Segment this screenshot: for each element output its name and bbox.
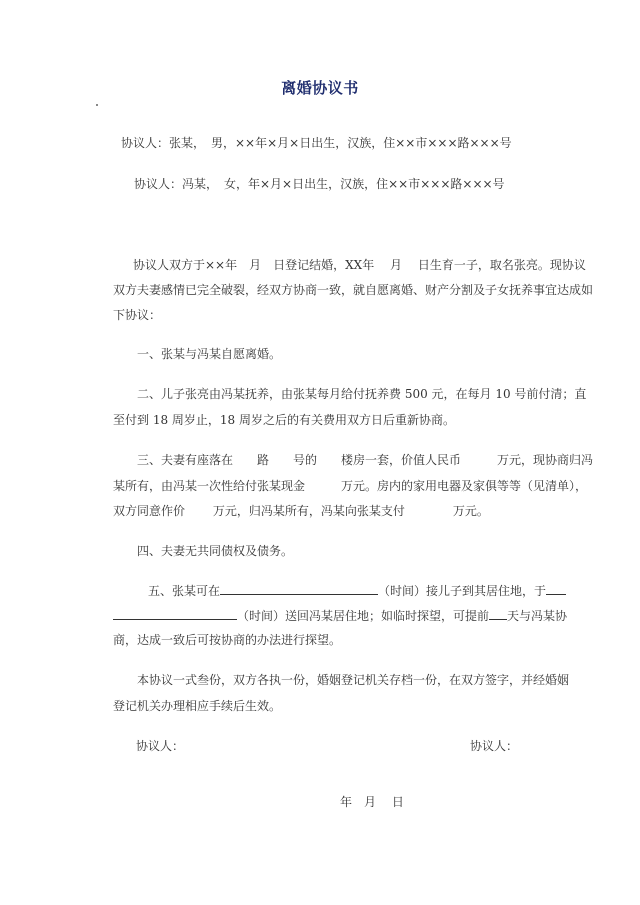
clause-5-text-b: （时间）接儿子到其居住地，于 [378, 584, 547, 598]
clause-5-line-2 [113, 606, 567, 625]
closing-line-1: 本协议一式叁份，双方各执一份，婚姻登记机关存档一份，在双方签字，并经婚姻 [137, 673, 570, 687]
clause-5-line-1 [148, 581, 566, 600]
date-blank-1 [546, 581, 566, 595]
clause-5-text-d: 天与冯某协 [507, 609, 568, 623]
intro-line-1: 协议人双方于××年 月 日登记结婚，XX年 月 日生育一子，取名张亮。现协议 [133, 258, 586, 272]
party-b-line: 协议人：冯某， 女，年×月×日出生，汉族，住××市×××路×××号 [134, 177, 505, 191]
clause-2-line-2: 至付到 18 周岁止，18 周岁之后的有关费用双方日后重新协商。 [113, 413, 455, 427]
closing-line-2: 登记机关办理相应手续后生效。 [113, 699, 282, 713]
clause-3-line-3: 双方同意作价 万元，归冯某所有，冯某向张某支付 万元。 [113, 504, 489, 518]
party-a-line: 协议人：张某， 男，××年×月×日出生，汉族，住××市×××路×××号 [121, 136, 512, 150]
clause-2-line-1: 二、儿子张亮由冯某抚养，由张某每月给付抚养费 500 元，在每月 10 号前付清；直 [137, 387, 587, 401]
clause-4: 四、夫妻无共同债权及债务。 [137, 544, 294, 558]
signature-date: 年 月 日 [340, 795, 404, 809]
clause-5-line-3: 商，达成一致后可按协商的办法进行探望。 [113, 633, 342, 647]
time-blank-2 [113, 606, 237, 620]
clause-3-line-2: 某所有，由冯某一次性给付张某现金 万元。房内的家用电器及家俱等等（见清单）， [113, 479, 588, 493]
signature-party-b: 协议人： [470, 739, 519, 753]
clause-1: 一、张某与冯某自愿离婚。 [137, 347, 282, 361]
stray-mark [96, 104, 98, 106]
intro-line-3: 下协议： [113, 308, 162, 322]
document-title: 离婚协议书 [281, 79, 359, 97]
signature-party-a: 协议人： [136, 739, 185, 753]
clause-5-text-c: （时间）送回冯某居住地；如临时探望，可提前 [237, 609, 490, 623]
clause-5-text-a: 五、张某可在 [148, 584, 221, 598]
clause-3-line-1: 三、夫妻有座落在 路 号的 楼房一套，价值人民币 万元，现协商归冯 [137, 453, 594, 467]
intro-line-2: 双方夫妻感情已完全破裂，经双方协商一致，就自愿离婚、财产分割及子女抚养事宜达成如 [113, 283, 594, 297]
days-blank [489, 606, 507, 620]
time-blank-1 [220, 581, 378, 595]
